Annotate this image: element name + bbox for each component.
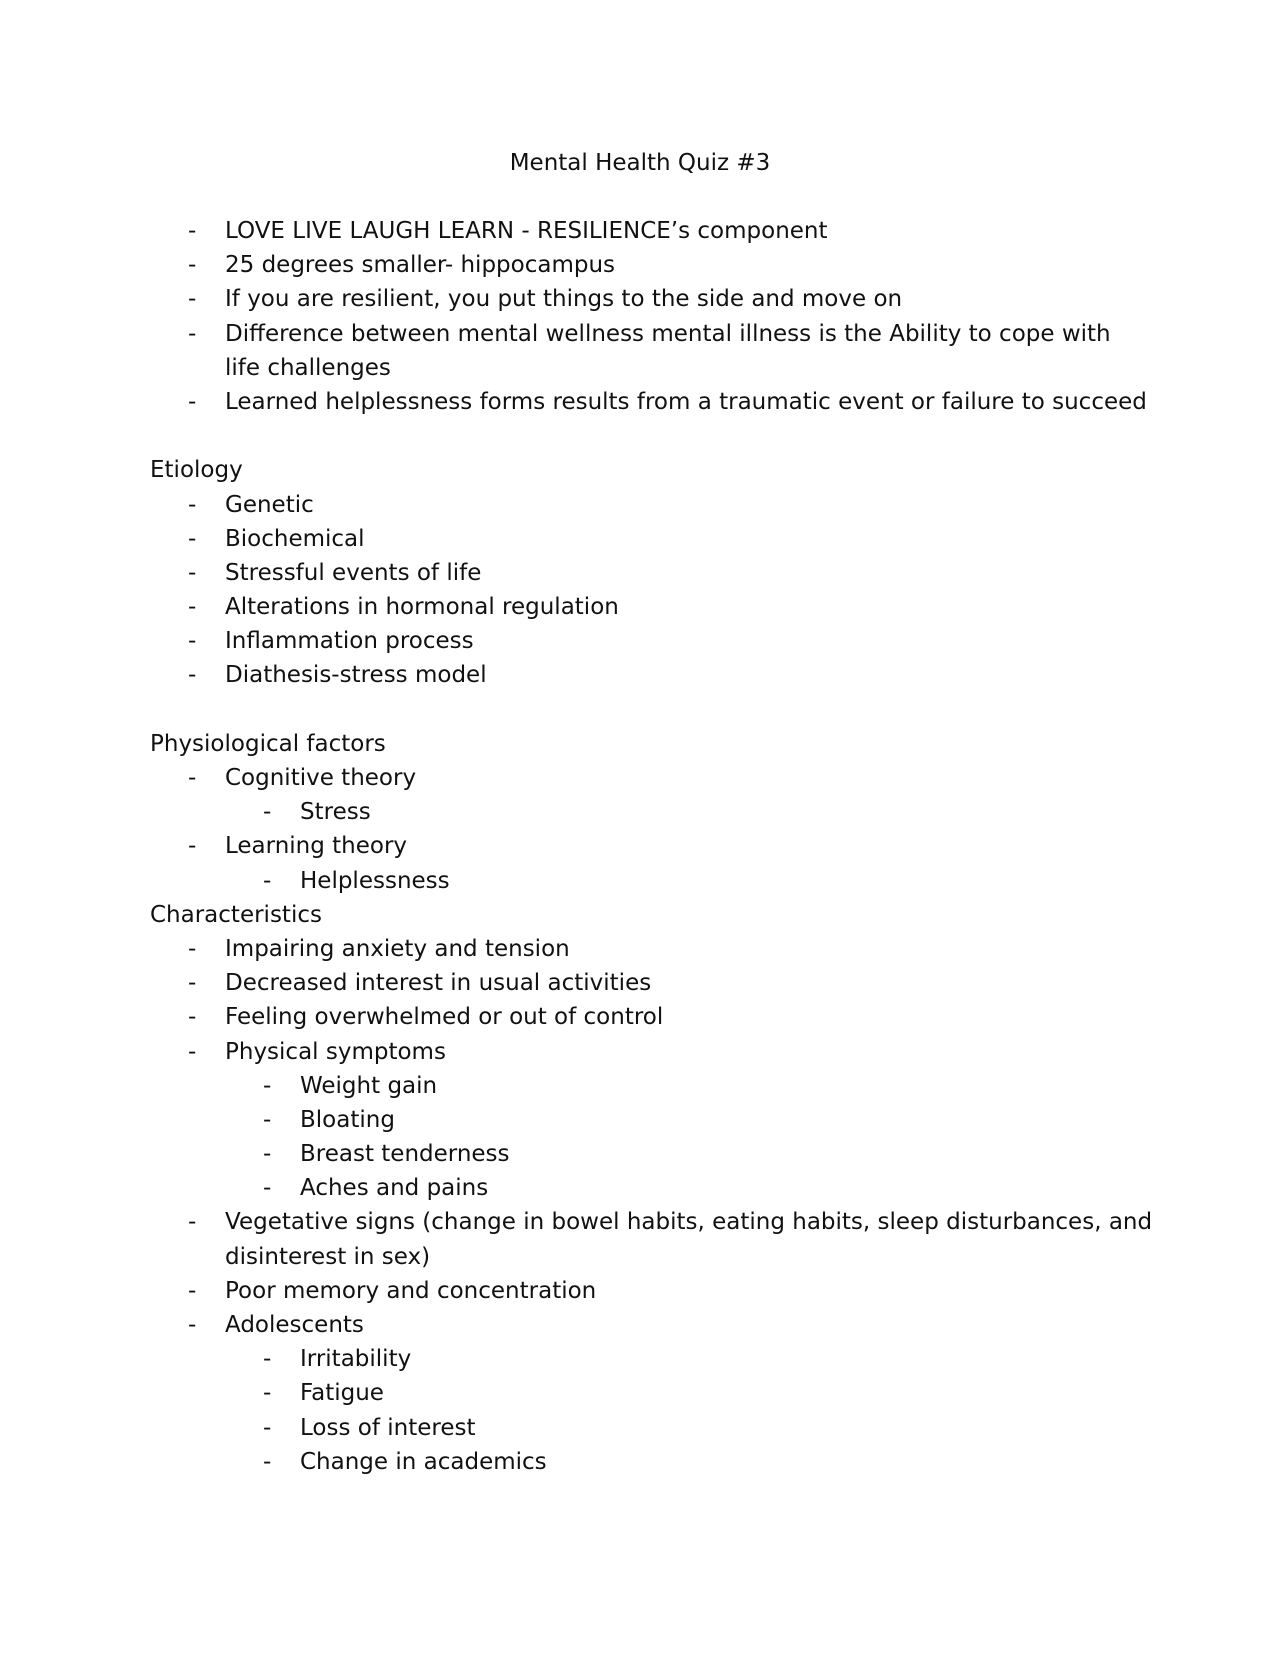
list-item	[150, 522, 1150, 556]
item-text: Aches and pains	[300, 1175, 489, 1202]
list-item	[150, 658, 1150, 692]
list-item-continuation	[150, 351, 1150, 385]
item-text: Irritability	[300, 1346, 412, 1373]
bullet-dash: -	[263, 1141, 272, 1168]
sub-list-item	[150, 1445, 1150, 1479]
bullet-dash: -	[263, 1072, 272, 1099]
item-text: Impairing anxiety and tension	[225, 935, 570, 962]
list-item	[150, 282, 1150, 316]
bullet-dash: -	[188, 594, 197, 621]
item-text: Vegetative signs (change in bowel habits, eating habits, sleep disturbances, and	[225, 1209, 1153, 1236]
bullet-dash: -	[263, 799, 272, 826]
item-text: Decreased interest in usual activities	[225, 970, 652, 997]
bullet-dash: -	[188, 252, 197, 279]
sub-list-item	[150, 1103, 1150, 1137]
bullet-dash: -	[263, 1414, 272, 1441]
list-item	[150, 385, 1150, 419]
document-body	[150, 214, 1153, 1479]
item-text: Poor memory and concentration	[225, 1277, 597, 1304]
item-text: Alterations in hormonal regulation	[225, 594, 619, 621]
bullet-dash: -	[188, 218, 197, 244]
sub-list-item	[150, 1376, 1150, 1410]
list-item	[150, 556, 1150, 590]
bullet-dash: -	[188, 1004, 197, 1031]
sub-list-item	[150, 795, 1150, 829]
sub-list-item	[150, 1171, 1150, 1205]
bullet-dash: -	[188, 765, 197, 791]
bullet-dash: -	[188, 559, 197, 586]
item-text: 25 degrees smaller- hippocampus	[225, 252, 616, 279]
bullet-dash: -	[188, 388, 197, 415]
item-text: Cognitive theory	[225, 765, 417, 791]
item-text: Change in academics	[300, 1448, 547, 1475]
sub-list-item	[150, 1411, 1150, 1445]
item-text: Helplessness	[300, 867, 450, 894]
item-text: Loss of interest	[300, 1414, 476, 1441]
list-item	[150, 488, 1150, 522]
bullet-dash: -	[263, 1346, 272, 1373]
item-text: Diathesis-stress model	[225, 662, 487, 689]
list-item	[150, 1205, 1153, 1239]
section-heading-physiological: Physiological factors	[150, 730, 386, 757]
list-item	[150, 214, 1150, 248]
list-item	[150, 1274, 1150, 1308]
bullet-dash: -	[188, 491, 197, 518]
bullet-dash: -	[188, 833, 197, 860]
bullet-dash: -	[188, 320, 197, 347]
item-text: Learned helplessness forms results from a traumatic event or failure to succeed	[225, 388, 1147, 415]
list-item	[150, 1308, 1150, 1342]
item-text: Stressful events of life	[225, 559, 482, 586]
item-text: Physical symptoms	[225, 1038, 446, 1065]
item-text: Breast tenderness	[300, 1141, 510, 1168]
bullet-dash: -	[188, 1209, 197, 1236]
item-text: disinterest in sex)	[225, 1243, 431, 1270]
bullet-dash: -	[188, 935, 197, 962]
list-item	[150, 932, 1150, 966]
bullet-dash: -	[188, 525, 197, 552]
item-text: Weight gain	[300, 1072, 438, 1099]
bullet-dash: -	[263, 1380, 272, 1407]
spacer	[150, 419, 1150, 453]
item-text: If you are resilient, you put things to the side and move on	[225, 286, 903, 313]
sub-list-item	[150, 1342, 1150, 1376]
bullet-dash: -	[188, 662, 197, 689]
bullet-dash: -	[188, 1038, 197, 1065]
bullet-dash: -	[188, 1277, 197, 1304]
list-item	[150, 761, 1150, 795]
item-text: Stress	[300, 799, 371, 826]
list-item	[150, 1035, 1150, 1069]
bullet-dash: -	[188, 286, 197, 313]
bullet-dash: -	[188, 1312, 197, 1338]
item-text: LOVE LIVE LAUGH LEARN - RESILIENCE’s component	[225, 218, 828, 244]
sub-list-item	[150, 1069, 1150, 1103]
item-text: Bloating	[300, 1106, 395, 1133]
list-item	[150, 829, 1150, 863]
list-item-continuation	[150, 1240, 1150, 1274]
bullet-dash: -	[263, 1448, 272, 1475]
spacer	[150, 693, 1150, 727]
item-text: Genetic	[225, 491, 314, 518]
list-item	[150, 1000, 1150, 1034]
list-item	[150, 966, 1150, 1000]
bullet-dash: -	[188, 628, 197, 655]
item-text: life challenges	[225, 354, 391, 381]
item-text: Difference between mental wellness mental illness is the Ability to cope with	[225, 320, 1111, 347]
item-text: Adolescents	[225, 1312, 364, 1338]
section-heading-characteristics: Characteristics	[150, 901, 322, 928]
list-item	[150, 590, 1150, 624]
item-text: Fatigue	[300, 1380, 384, 1407]
list-item	[150, 248, 1150, 282]
item-text: Biochemical	[225, 525, 365, 552]
bullet-dash: -	[263, 1175, 272, 1202]
item-text: Feeling overwhelmed or out of control	[225, 1004, 664, 1031]
item-text: Inflammation process	[225, 628, 474, 655]
bullet-dash: -	[188, 970, 197, 997]
item-text: Learning theory	[225, 833, 408, 860]
list-item	[150, 624, 1150, 658]
bullet-dash: -	[263, 867, 272, 894]
document-title: Mental Health Quiz #3	[509, 150, 771, 176]
sub-list-item	[150, 1137, 1150, 1171]
sub-list-item	[150, 864, 1150, 898]
bullet-dash: -	[263, 1106, 272, 1133]
list-item	[150, 317, 1150, 351]
section-heading-etiology: Etiology	[150, 457, 243, 484]
